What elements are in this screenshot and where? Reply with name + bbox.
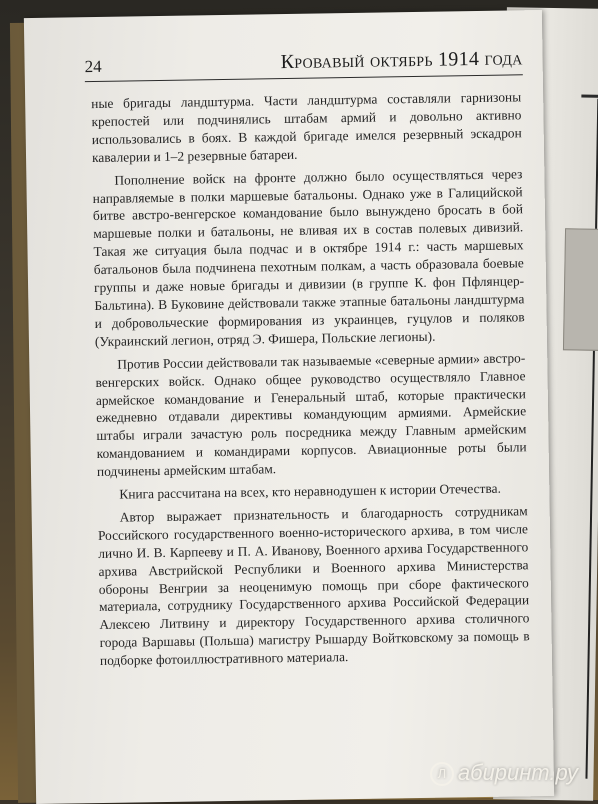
labirint-logo-icon: Л [430,762,454,786]
text-body [91,88,530,675]
paragraph: Пополнение войск на фронте должно было осуществляться через направляемые в полки маршевые батальоны. Однако уже в Галицийской битве австро-венгерское командование было вынуждено бросать в бой маршевые полки и батальоны, не вливая их в состав полевых дивизий. Такая же ситуация была подчас и в октябре 1914 г.: часть маршевых батальонов была подчинена пехотным полкам, а часть образовала боевые группы и даже новые бригады и дивизии (в группе К. фон Пфлянцер-Бальтина). В Буковине действовали также этапные батальоны ландштурма и добровольческие формирования из украинцев, гуцулов и поляков (Украинский легион, отряд Э. Фишера, Польские легионы). [92,165,525,349]
labirint-watermark [430,760,578,786]
paragraph: Против России действовали так называемые «северные армии» австро-венгерских войск. Однако общее руководство осуществляло Главное армейское командование и Генеральный штаб, которые практически ежедневно отдавали директивы командующим армиями. Армейские штабы играли зачастую роль посредника между Главным армейским командованием и командирами корпусов. Авиационные роты были подчинены армейским штабам. [95,349,527,480]
book-title: Кровавый октябрь 1914 года [280,47,523,74]
book-page [24,10,554,804]
facing-page-rule [581,95,598,99]
paragraph: ные бригады ландштурма. Части ландштурма составляли гарнизоны крепостей или подчинялись штабам армий и довольно активно использовались в боях. В каждой бригаде имелся резервный эскадрон кавалерии и 1–2 резервные батареи. [91,89,522,165]
facing-page-photo [563,228,598,351]
watermark-text: абиринт.ру [457,759,578,785]
paragraph: Книга рассчитана на всех, кто неравнодушен к истории Отечества. [119,480,501,502]
running-head [84,46,522,82]
page-number: 24 [84,56,102,77]
paragraph: Автор выражает признательность и благодарность сотрудникам Российского государственного военно-исторического архива, в том числе лично И. В. Карпееву и П. А. Иванову, Военного архива Государственного архива Австрийской Республики и Военного архива Министерства обороны Венгрии за неоценимую помощь при сборе фактического материала, сотруднику Государственного архива Российской Федерации Алексею Литвину и директору Государственного архива столичного города Варшавы (Польша) магистру Рышарду Войтковскому за помощь в подборке фотоиллюстративного материала. [97,503,530,669]
